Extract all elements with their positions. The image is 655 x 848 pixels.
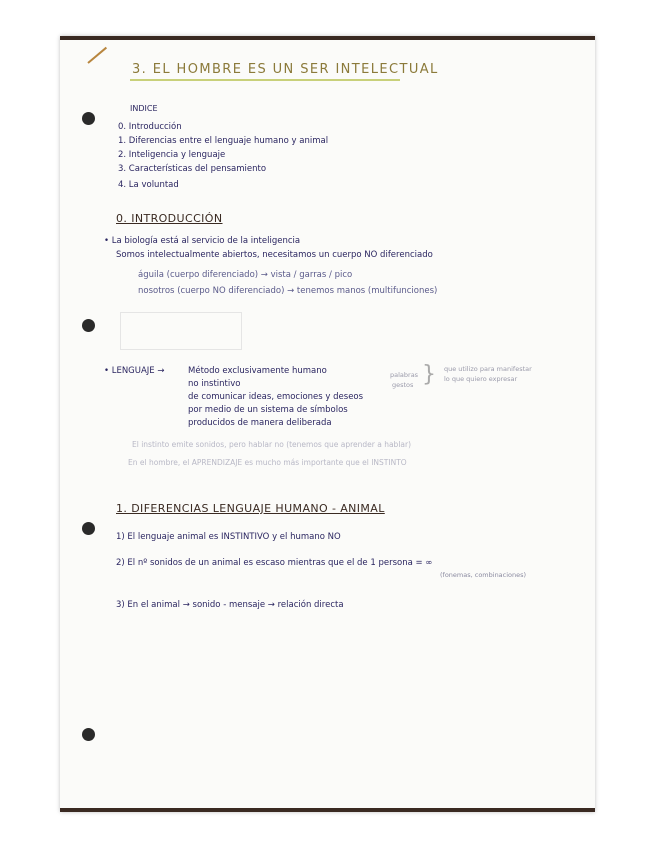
pencil-mark-icon	[87, 47, 107, 64]
page-title: 3. EL HOMBRE ES UN SER INTELECTUAL	[132, 62, 439, 77]
lenguaje-def: no instintivo	[188, 379, 241, 389]
binder-hole-icon	[82, 728, 95, 741]
blank-box	[120, 312, 242, 350]
lenguaje-note: El instinto emite sonidos, pero hablar no (tenemos que aprender a hablar)	[132, 440, 412, 449]
section-heading-diferencias: 1. DIFERENCIAS LENGUAJE HUMANO - ANIMAL	[116, 502, 385, 515]
section-heading-introduccion: 0. INTRODUCCIÓN	[116, 212, 223, 225]
lenguaje-note: En el hombre, el APRENDIZAJE es mucho más importante que el INSTINTO	[128, 458, 407, 467]
intro-example: águila (cuerpo diferenciado) → vista / garras / pico	[138, 270, 353, 280]
index-heading: INDICE	[130, 104, 158, 113]
intro-example: nosotros (cuerpo NO diferenciado) → tenemos manos (multifunciones)	[138, 286, 438, 296]
title-highlight	[130, 79, 400, 81]
lenguaje-def: Método exclusivamente humano	[188, 366, 327, 376]
diferencias-point: 3) En el animal → sonido - mensaje → relación directa	[116, 600, 344, 610]
intro-line: Somos intelectualmente abiertos, necesitamos un cuerpo NO diferenciado	[116, 250, 433, 260]
brace-icon: }	[422, 362, 436, 387]
binder-hole-icon	[82, 112, 95, 125]
index-item: 0. Introducción	[118, 122, 182, 132]
side-note: que utilizo para manifestar	[444, 365, 532, 373]
index-item: 2. Inteligencia y lenguaje	[118, 150, 226, 160]
diferencias-point: 2) El nº sonidos de un animal es escaso mientras que el de 1 persona = ∞	[116, 558, 433, 568]
side-note: palabras	[390, 371, 419, 379]
lenguaje-label: • LENGUAJE →	[104, 366, 165, 376]
index-item: 4. La voluntad	[118, 180, 179, 190]
lenguaje-def: producidos de manera deliberada	[188, 418, 332, 428]
intro-line: • La biología está al servicio de la inteligencia	[104, 236, 301, 246]
diferencias-note: (fonemas, combinaciones)	[440, 571, 527, 579]
side-note: lo que quiero expresar	[444, 375, 518, 383]
side-note: gestos	[392, 381, 414, 389]
lenguaje-def: de comunicar ideas, emociones y deseos	[188, 392, 364, 402]
binder-hole-icon	[82, 522, 95, 535]
diferencias-point: 1) El lenguaje animal es INSTINTIVO y el humano NO	[116, 532, 341, 542]
binder-hole-icon	[82, 319, 95, 332]
index-item: 1. Diferencias entre el lenguaje humano y animal	[118, 136, 329, 146]
notebook-page	[60, 36, 595, 812]
lenguaje-def: por medio de un sistema de símbolos	[188, 405, 348, 415]
index-item: 3. Características del pensamiento	[118, 164, 267, 174]
